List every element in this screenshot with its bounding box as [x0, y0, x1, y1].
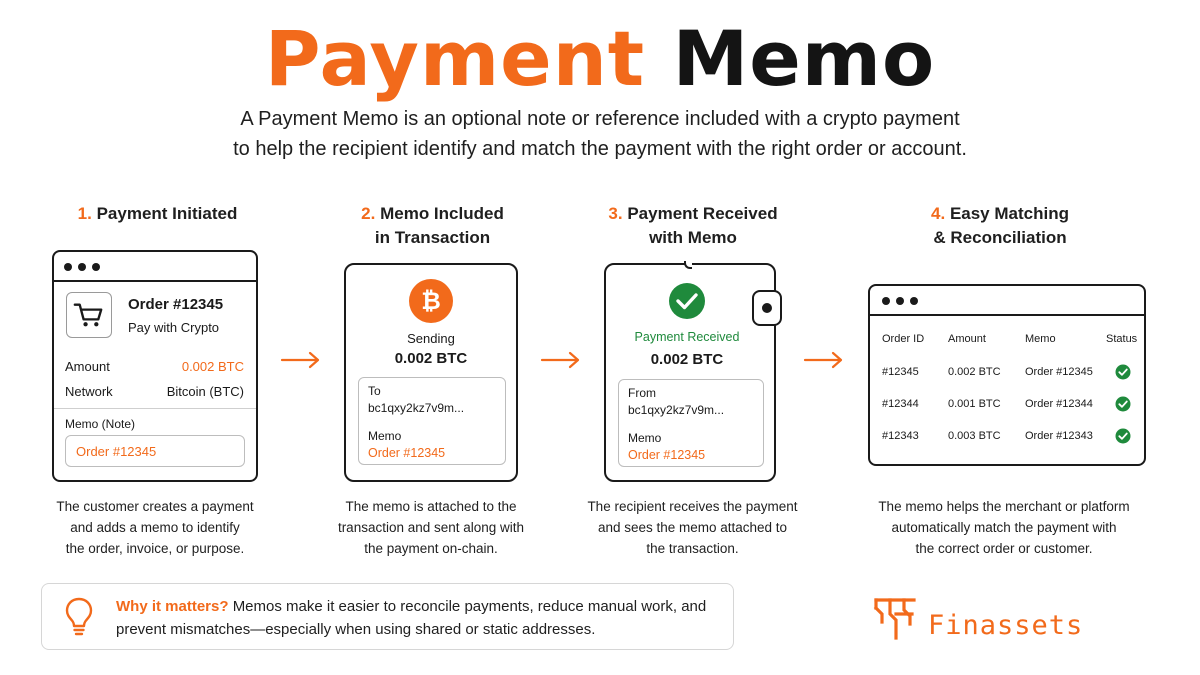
step-3-title-line-1: Payment Received	[627, 204, 778, 223]
memo-label: Memo	[368, 429, 402, 443]
step-3-description	[560, 496, 825, 559]
window-title-bar	[54, 252, 256, 282]
check-circle-icon	[668, 282, 706, 320]
title-part-memo: Memo	[672, 14, 936, 103]
description-line: The memo is attached to the	[345, 499, 517, 514]
step-4-title-line-2: & Reconciliation	[933, 228, 1067, 247]
check-circle-icon	[1115, 428, 1131, 444]
step-3-title	[573, 202, 813, 250]
bitcoin-icon	[408, 278, 454, 324]
table-cell-memo: Order #12344	[1025, 398, 1093, 410]
description-line: The recipient receives the payment	[587, 499, 798, 514]
page-subtitle	[0, 104, 1200, 164]
window-dot	[78, 263, 86, 271]
table-cell-amount: 0.002 BTC	[948, 366, 1001, 378]
transaction-details	[618, 379, 764, 467]
subtitle-line-1: A Payment Memo is an optional note or reference included with a crypto payment	[240, 108, 960, 130]
table-cell-memo: Order #12345	[1025, 366, 1093, 378]
description-line: The customer creates a payment	[56, 499, 254, 514]
window-title-bar	[870, 286, 1144, 316]
page-title	[0, 14, 1200, 104]
memo-input-value: Order #12345	[76, 444, 157, 459]
memo-input[interactable]	[65, 435, 245, 467]
description-line: The memo helps the merchant or platform	[878, 499, 1130, 514]
description-line: the correct order or customer.	[915, 541, 1093, 556]
network-label: Network	[65, 384, 113, 399]
table-header-amount: Amount	[948, 333, 986, 345]
arrow-right-icon	[280, 350, 322, 370]
brand-name: Finassets	[928, 610, 1084, 641]
step-4-card	[868, 284, 1146, 466]
step-2-title	[315, 202, 550, 250]
step-2-card	[344, 263, 518, 482]
step-2-title-line-2: in Transaction	[374, 228, 491, 247]
check-circle-icon	[1115, 364, 1131, 380]
transaction-details	[358, 377, 506, 465]
amount-label: Amount	[65, 359, 110, 374]
from-label: From	[628, 386, 656, 400]
payment-received-status: Payment Received	[634, 330, 740, 344]
why-it-matters-box	[41, 583, 734, 650]
table-header-status: Status	[1106, 333, 1138, 345]
step-1-title	[40, 202, 275, 226]
description-line: automatically match the payment with	[891, 520, 1117, 535]
memo-value: Order #12345	[628, 448, 706, 462]
sending-amount: 0.002 BTC	[394, 350, 468, 367]
step-3-title-line-2: with Memo	[649, 228, 737, 247]
why-it-matters-text	[116, 595, 726, 641]
window-dot	[92, 263, 100, 271]
table-cell-memo: Order #12343	[1025, 430, 1093, 442]
step-1-title-text: Payment Initiated	[96, 204, 238, 223]
step-1-description	[30, 496, 280, 559]
step-4-title-line-1: Easy Matching	[949, 204, 1069, 223]
wallet-flap	[684, 261, 692, 269]
description-line: the payment on-chain.	[364, 541, 498, 556]
description-line: the order, invoice, or purpose.	[65, 541, 245, 556]
step-3-number: 3.	[608, 204, 623, 223]
window-dot	[910, 297, 918, 305]
table-cell-order-id: #12343	[882, 430, 919, 442]
memo-field-label: Memo (Note)	[65, 417, 136, 431]
arrow-right-icon	[803, 350, 845, 370]
recipient-address: bc1qxy2kz7v9m...	[368, 401, 465, 415]
check-circle-icon	[1115, 396, 1131, 412]
step-4-description	[852, 496, 1156, 559]
step-2-title-line-1: Memo Included	[380, 204, 504, 223]
svg-text:₿: ₿	[421, 287, 441, 315]
description-line: and adds a memo to identify	[70, 520, 240, 535]
arrow-right-icon	[540, 350, 582, 370]
table-header-order-id: Order ID	[882, 333, 925, 345]
to-label: To	[368, 384, 381, 398]
step-2-number: 2.	[361, 204, 376, 223]
order-number: Order #12345	[128, 296, 224, 313]
table-header-memo: Memo	[1025, 333, 1056, 345]
table-cell-order-id: #12345	[882, 366, 919, 378]
step-2-description	[306, 496, 556, 559]
finassets-logo	[872, 594, 918, 644]
step-4-title	[880, 202, 1120, 250]
memo-label: Memo	[628, 431, 662, 445]
memo-value: Order #12345	[368, 446, 446, 460]
network-value: Bitcoin (BTC)	[166, 384, 244, 399]
description-line: the transaction.	[646, 541, 739, 556]
step-3-card	[604, 263, 776, 482]
window-dot	[64, 263, 72, 271]
description-line: transaction and sent along with	[337, 520, 525, 535]
why-lead: Why it matters?	[116, 598, 229, 615]
subtitle-line-2: to help the recipient identify and match the payment with the right order or account.	[233, 138, 967, 160]
amount-value: 0.002 BTC	[181, 359, 244, 374]
divider	[54, 408, 256, 409]
window-dot	[896, 297, 904, 305]
sender-address: bc1qxy2kz7v9m...	[628, 403, 725, 417]
wallet-clasp-icon	[752, 290, 782, 326]
step-1-number: 1.	[77, 204, 92, 223]
sending-status: Sending	[407, 331, 455, 346]
received-amount: 0.002 BTC	[650, 351, 724, 368]
description-line: and sees the memo attached to	[597, 520, 788, 535]
pay-with-crypto-label: Pay with Crypto	[128, 320, 220, 335]
lightbulb-icon	[64, 596, 94, 638]
title-part-payment: Payment	[264, 14, 646, 103]
cart-icon	[66, 292, 112, 338]
window-dot	[882, 297, 890, 305]
why-body: Memos make it easier to reconcile payments, reduce manual work, and prevent mismatches—especially when using shared or static addresses.	[116, 598, 707, 638]
table-cell-amount: 0.003 BTC	[948, 430, 1001, 442]
step-4-number: 4.	[931, 204, 946, 223]
step-1-card	[52, 250, 258, 482]
table-cell-amount: 0.001 BTC	[948, 398, 1001, 410]
table-cell-order-id: #12344	[882, 398, 919, 410]
